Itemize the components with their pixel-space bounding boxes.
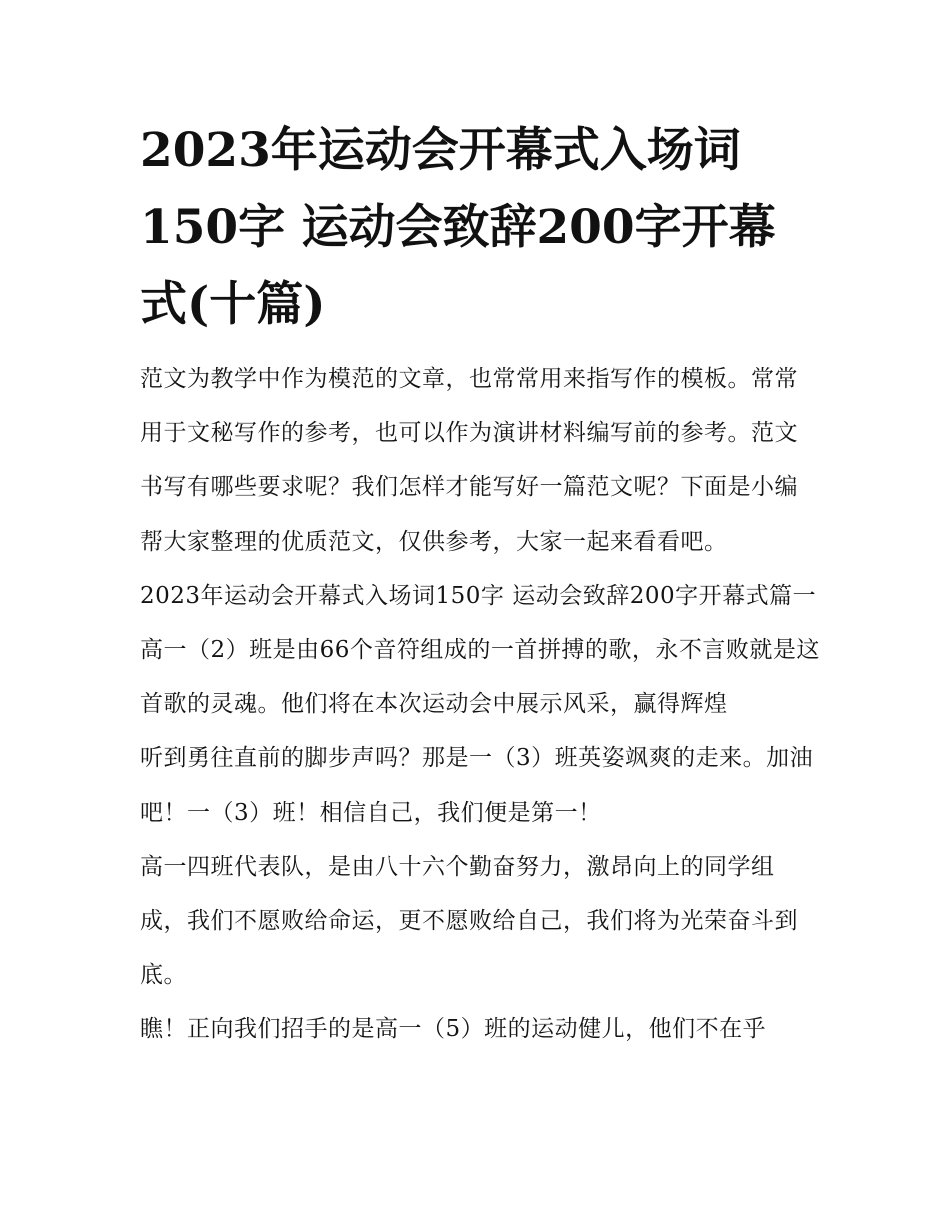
document-body [140,352,820,1057]
body-paragraph: 听到勇往直前的脚步声吗？那是一（3）班英姿飒爽的走来。加油吧！一（3）班！相信自己，我们便是第一！ [140,745,814,826]
document-title: 2023年运动会开幕式入场词150字 运动会致辞200字开幕式(十篇) [140,123,776,332]
body-paragraph: 高一四班代表队，是由八十六个勤奋努力，激昂向上的同学组成，我们不愿败给命运，更不愿败给自己，我们将为光荣奋斗到底。 [140,853,798,989]
body-paragraph: 瞧！正向我们招手的是高一（5）班的运动健儿，他们不在乎 [140,1016,767,1043]
intro-paragraph: 范文为教学中作为模范的文章，也常常用来指写作的模板。常常用于文秘写作的参考，也可以作为演讲材料编写前的参考。范文书写有哪些要求呢？我们怎样才能写好一篇范文呢？下面是小编帮大家整理的优质范文，仅供参考，大家一起来看看吧。 [140,366,798,555]
body-paragraph: 高一（2）班是由66个音符组成的一首拼搏的歌，永不言败就是这首歌的灵魂。他们将在本次运动会中展示风采，赢得辉煌 [140,637,820,718]
section-heading: 2023年运动会开幕式入场词150字 运动会致辞200字开幕式篇一 [140,582,817,609]
